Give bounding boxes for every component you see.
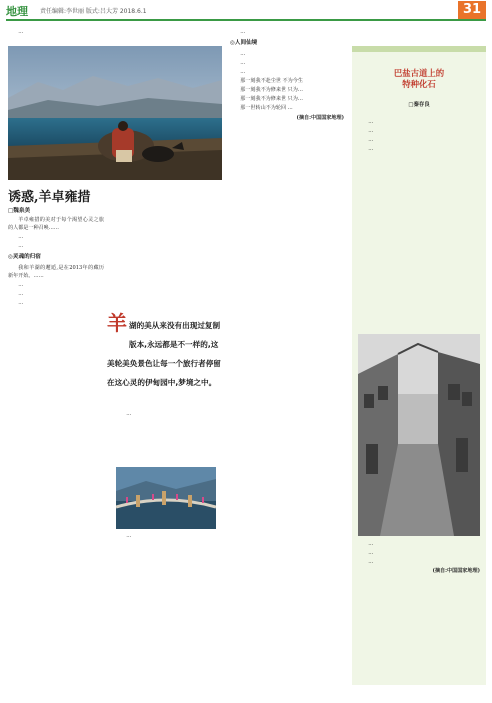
verse-line: 那一刻我不为修来世 只为… (240, 87, 303, 94)
body-paragraph: … (18, 282, 24, 289)
source-note: (摘自:中国国家地理) (296, 115, 344, 122)
header-rule (6, 19, 486, 21)
sidebar-article (352, 46, 486, 685)
section-heading: ◎人间仙境 (230, 40, 258, 47)
sidebar-paragraph: … (368, 550, 374, 557)
street-photo-image (358, 334, 480, 536)
page-header (0, 0, 492, 22)
body-paragraph: … (240, 68, 246, 75)
sidebar-title (356, 68, 482, 91)
verse-line: 那一刻我不赴尘世 不为今生 (240, 78, 303, 85)
body-paragraph: 我和羊湖的邂逅,是在2013年的藏历新年开始。…… (8, 265, 104, 280)
story-title: 诱惑,羊卓雍措 (8, 190, 91, 205)
body-paragraph: … (18, 300, 24, 307)
sidebar-text-top (358, 118, 480, 330)
body-paragraph: … (126, 533, 132, 539)
pull-quote-drop-char: 羊 (107, 311, 127, 335)
sidebar-paragraph: … (368, 137, 374, 144)
page-number: 31 (458, 1, 486, 19)
sidebar-paragraph: … (368, 146, 374, 153)
section-heading: ◎灵魂的归宿 (8, 254, 41, 261)
col3-text (230, 28, 344, 694)
sidebar-paragraph: … (368, 119, 374, 125)
sidebar-paragraph: … (368, 541, 374, 547)
col1-top-text (8, 28, 222, 44)
body-paragraph: … (240, 59, 246, 66)
intro-paragraph: 羊卓雍措的美对于每个渴望心灵之旅的人都是一种召唤…… (8, 217, 104, 232)
intro-paragraph: … (18, 234, 24, 241)
verse-line: 那一世转山不为轮回 … (240, 105, 293, 112)
body-paragraph: … (18, 291, 24, 298)
sidebar-source-note: (摘自:中国国家地理) (432, 568, 480, 575)
pull-quote-text: 湖的美从来没有出现过复制版本,永远都是不一样的,这美轮美奂景色让每一个旅行者停留在这心灵的伊甸园中,梦境之中。 (107, 321, 221, 387)
pull-quote (107, 313, 225, 409)
intro-paragraph: … (18, 243, 24, 250)
body-paragraph: … (240, 29, 246, 35)
section-name: 地理 (6, 5, 28, 18)
body-paragraph: … (126, 411, 132, 417)
editor-credits: 责任编辑:李世丽 版式:吕大芳 2018.6.1 (40, 8, 147, 15)
bridge-photo-image (116, 467, 216, 529)
sidebar-paragraph: … (368, 559, 374, 566)
story-byline: □魏泉美 (8, 208, 31, 214)
sidebar-title-line: 巴盐古道上的 (393, 68, 445, 78)
sidebar-text-bottom (358, 540, 480, 682)
sidebar-title-line: 特种化石 (402, 79, 436, 90)
lake-photo-image (8, 46, 222, 180)
col1-text (8, 216, 104, 694)
sidebar-paragraph: … (368, 128, 374, 135)
street-photo (358, 334, 480, 536)
col2-mid-text (116, 410, 216, 464)
col2-bottom-text (116, 532, 216, 694)
sidebar-author: □秦存良 (408, 102, 430, 108)
sidebar-band (352, 46, 486, 52)
lake-photo (8, 46, 222, 180)
bridge-photo (116, 467, 216, 529)
intro-paragraph: … (18, 29, 24, 35)
verse-line: 那一刻我不为修来世 只为… (240, 96, 303, 103)
body-paragraph: … (240, 50, 246, 57)
